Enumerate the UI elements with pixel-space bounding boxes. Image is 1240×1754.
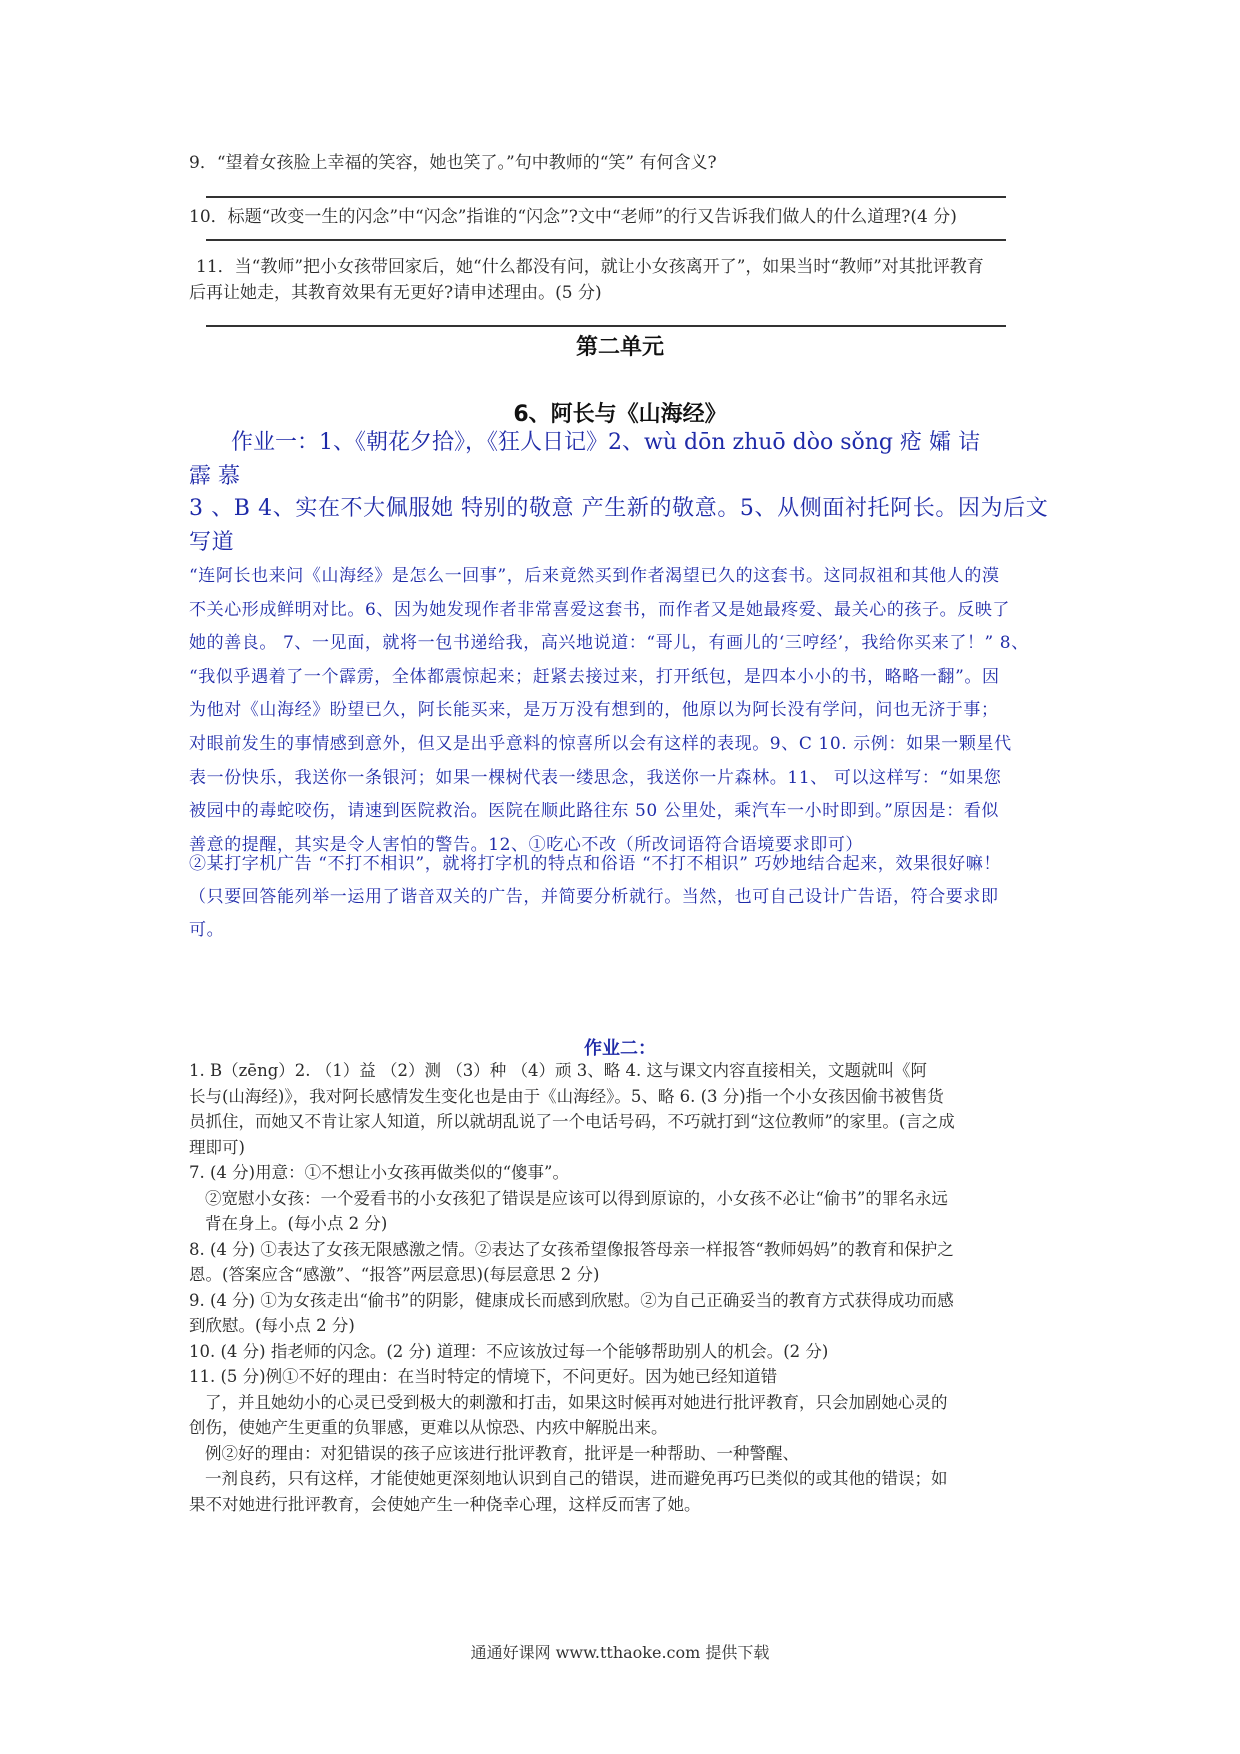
homework1-para: “连阿长也来问《山海经》是怎么一回事”，后来竟然买到作者渴望已久的这套书。这同叔祖和其他人的漠 <box>189 566 1000 586</box>
homework1-line3: 3 、B 4、实在不大佩服她 特别的敬意 产生新的敬意。5、从侧面衬托阿长。因为后文写道 <box>189 496 1049 555</box>
homework2-line: 长与(山海经)》，我对阿长感情发生变化也是由于《山海经》。5、略 6. (3 分)指一个小女孩因偷书被售货 <box>189 1086 944 1106</box>
homework1-answers <box>189 492 1069 862</box>
answer-line <box>206 196 1006 198</box>
homework2-line: 了，并且她幼小的心灵已受到极大的刺激和打击，如果这时候再对她进行批评教育，只会加剧她心灵的 <box>205 1392 948 1412</box>
homework1-extra <box>189 848 1069 947</box>
homework1-extra-line: ②某打字机广告 “不打不相识”，就将打字机的特点和俗语 “不打不相识” 巧妙地结合起来，效果很好嘛！ <box>189 854 1001 874</box>
homework2-line: 背在身上。(每小点 2 分) <box>205 1214 388 1233</box>
homework2-answers <box>189 1058 1071 1517</box>
homework1-extra-line: 可。 <box>189 920 225 940</box>
homework2-line: 7. (4 分)用意：①不想让小女孩再做类似的“傻事”。 <box>189 1163 569 1182</box>
homework2-line: ②宽慰小女孩：一个爱看书的小女孩犯了错误是应该可以得到原谅的，小女孩不必让“偷书”的罪名永远 <box>205 1188 948 1208</box>
question-9: 9．“望着女孩脸上幸福的笑容，她也笑了。”句中教师的“笑” 有何含义? <box>189 153 717 173</box>
homework1-extra-line: （只要回答能列举一运用了谐音双关的广告，并简要分析就行。当然，也可自己设计广告语，符合要求即 <box>189 887 999 907</box>
homework2-line: 8. (4 分) ①表达了女孩无限感激之情。②表达了女孩希望像报答母亲一样报答“教师妈妈”的教育和保护之 <box>189 1239 954 1259</box>
homework1-para: 对眼前发生的事情感到意外，但又是出乎意料的惊喜所以会有这样的表现。9、C 10. 示例：如果一颗星代 <box>189 733 1012 754</box>
homework1-para: 表一份快乐，我送你一条银河；如果一棵树代表一缕思念，我送你一片森林。11、 可以这样写：“如果您 <box>189 767 1002 788</box>
unit-title: 第二单元 <box>575 335 664 360</box>
homework1-para: 不关心形成鲜明对比。6、因为她发现作者非常喜爱这套书，而作者又是她最疼爱、最关心的孩子。反映了 <box>189 599 1011 620</box>
homework2-line: 果不对她进行批评教育，会使她产生一种侥幸心理，这样反而害了她。 <box>189 1494 701 1514</box>
page-footer: 通通好课网 www.tthaoke.com 提供下载 <box>470 1643 770 1662</box>
answer-line <box>206 325 1006 327</box>
homework2-line: 11. (5 分)例①不好的理由：在当时特定的情境下，不问更好。因为她已经知道错 <box>189 1367 778 1386</box>
homework1-line2-text: 霹 慕 <box>189 464 240 489</box>
homework2-line: 例②好的理由：对犯错误的孩子应该进行批评教育，批评是一种帮助、一种警醒、 <box>205 1443 799 1463</box>
question-11-line2: 后再让她走，其教育效果有无更好?请申述理由。(5 分) <box>189 283 602 303</box>
homework2-line: 创伤，使她产生更重的负罪感，更难以从惊恐、内疚中解脱出来。 <box>189 1418 668 1437</box>
homework1-para: 她的善良。 7、一见面，就将一包书递给我，高兴地说道：“哥儿，有画儿的‘三哼经’，我给你买来了！” 8、 <box>189 633 1029 654</box>
homework2-line: 10. (4 分) 指老师的闪念。(2 分) 道理：不应该放过每一个能够帮助别人的机会。(2 分) <box>189 1341 829 1361</box>
question-11-line1: 11．当“教师”把小女孩带回家后，她“什么都没有问，就让小女孩离开了”，如果当时“教师”对其批评教育 <box>196 257 984 277</box>
homework1-line1 <box>189 426 1069 494</box>
homework2-line: 1. B（zēng）2. （1）益 （2）测 （3）种 （4）顽 3、略 4. 这与课文内容直接相关，文题就叫《阿 <box>189 1061 927 1080</box>
homework2-line: 一剂良药，只有这样，才能使她更深刻地认识到自己的错误，进而避免再巧巳类似的或其他的错误；如 <box>205 1469 948 1488</box>
homework2-line: 恩。(答案应含“感激”、“报答”两层意思)(每层意思 2 分) <box>189 1265 600 1284</box>
homework2-line: 9. (4 分) ①为女孩走出“偷书”的阴影，健康成长而感到欣慰。②为自己正确妥当的教育方式获得成功而感 <box>189 1290 954 1310</box>
homework2-title: 作业二： <box>584 1038 656 1059</box>
homework1-para: 为他对《山海经》盼望已久，阿长能买来，是万万没有想到的，他原以为阿长没有学问，问也无济于事； <box>189 700 999 721</box>
homework1-para: 善意的提醒，其实是令人害怕的警告。12、①吃心不改（所改词语符合语境要求即可） <box>189 834 864 855</box>
homework1-para: 被园中的毒蛇咬伤，请速到医院救治。医院在顺此路往东 50 公里处，乘汽车一小时即到。”原因是：看似 <box>189 801 1000 822</box>
lesson-title: 6、阿长与《山海经》 <box>513 402 727 427</box>
homework2-line: 员抓住，而她又不肯让家人知道，所以就胡乱说了一个电话号码，不巧就打到“这位教师”的家里。(言之成 <box>189 1112 955 1131</box>
question-10: 10．标题“改变一生的闪念”中“闪念”指谁的“闪念”?文中“老师”的行又告诉我们做人的什么道理?(4 分) <box>189 207 957 227</box>
homework1-para: “我似乎遇着了一个霹雳，全体都震惊起来；赶紧去接过来，打开纸包，是四本小小的书，略略一翻”。因 <box>189 666 1000 687</box>
answer-line <box>206 239 1006 241</box>
homework2-line: 理即可) <box>189 1137 245 1157</box>
homework1-line1-text: 作业一：1、《朝花夕拾》，《狂人日记》2、wù dōn zhuō dòo sǒng 疮 孀 诘 <box>231 430 980 455</box>
homework2-line: 到欣慰。(每小点 2 分) <box>189 1316 355 1335</box>
